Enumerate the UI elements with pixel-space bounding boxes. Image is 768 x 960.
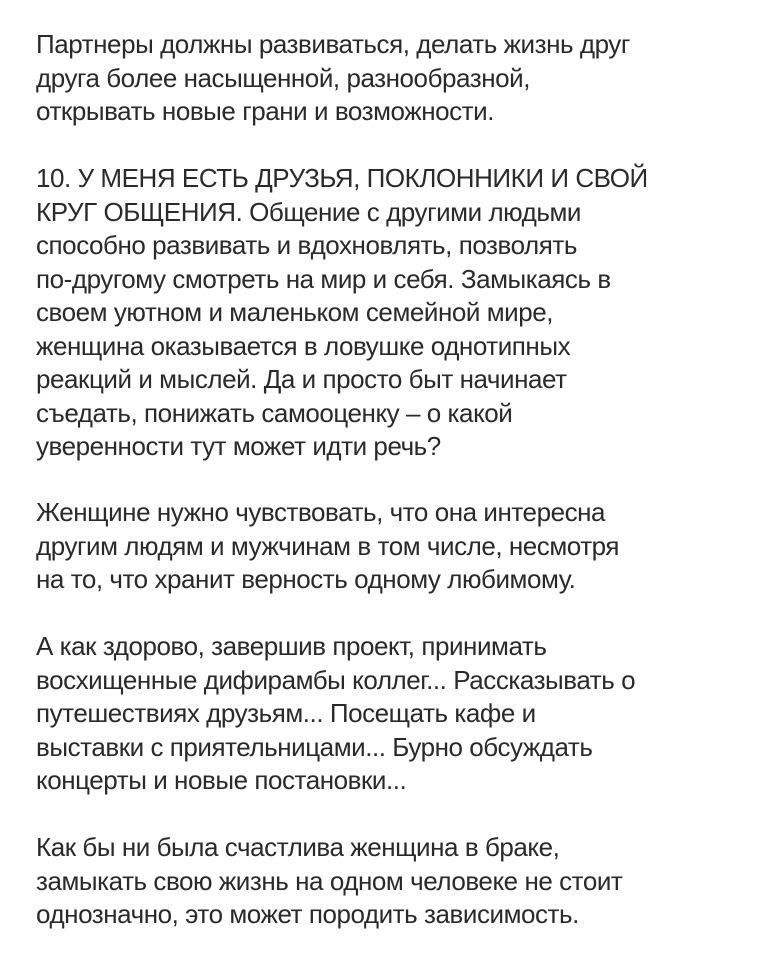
text-line: друга более насыщенной, разнообразной, [36, 62, 530, 93]
text-line: КРУГ ОБЩЕНИЯ. Общение с другими людьми [36, 196, 581, 227]
text-line: своем уютном и маленьком семейной мире, [36, 297, 554, 327]
text-line: съедать, понижать самооценку – о какой [36, 397, 513, 428]
text-line: по-другому смотреть на мир и себя. Замыкаясь в [36, 263, 611, 294]
paragraph-partners [36, 28, 748, 129]
text-line: реакций и мыслей. Да и просто быт начинает [36, 364, 567, 394]
text-line: концерты и новые постановки... [36, 765, 407, 795]
text-line: на то, что хранит верность одному любимому. [36, 564, 576, 594]
text-line: восхищенные дифирамбы коллег... Рассказывать о [36, 664, 636, 695]
text-line: другим людям и мужчинам в том числе, несмотря [36, 530, 620, 561]
text-line: женщина оказывается в ловушке однотипных [36, 330, 571, 361]
text-line: выставки с приятельницами... Бурно обсуждать [36, 731, 593, 762]
paragraph-social-joys [36, 630, 748, 798]
text-line: путешествиях друзьям... Посещать кафе и [36, 698, 536, 728]
text-line: открывать новые грани и возможности. [36, 96, 494, 126]
paragraph-friends-and-circle [36, 162, 748, 464]
paragraph-feel-interesting [36, 496, 748, 597]
text-line: А как здорово, завершив проект, принимать [36, 631, 547, 661]
text-line: Женщине нужно чувствовать, что она интересна [36, 497, 606, 527]
text-line: замыкать свою жизнь на одном человеке не стоит [36, 865, 623, 896]
text-line: Партнеры должны развиваться, делать жизнь друг [36, 29, 630, 59]
text-line: 10. У МЕНЯ ЕСТЬ ДРУЗЬЯ, ПОКЛОННИКИ И СВОЙ [36, 163, 648, 193]
text-line: Как бы ни была счастлива женщина в браке, [36, 832, 560, 862]
text-line: уверенности тут может идти речь? [36, 431, 441, 461]
text-line: способно развивать и вдохновлять, позволять [36, 230, 577, 260]
paragraph-conclusion [36, 831, 748, 932]
text-line: однозначно, это может породить зависимость. [36, 899, 579, 929]
